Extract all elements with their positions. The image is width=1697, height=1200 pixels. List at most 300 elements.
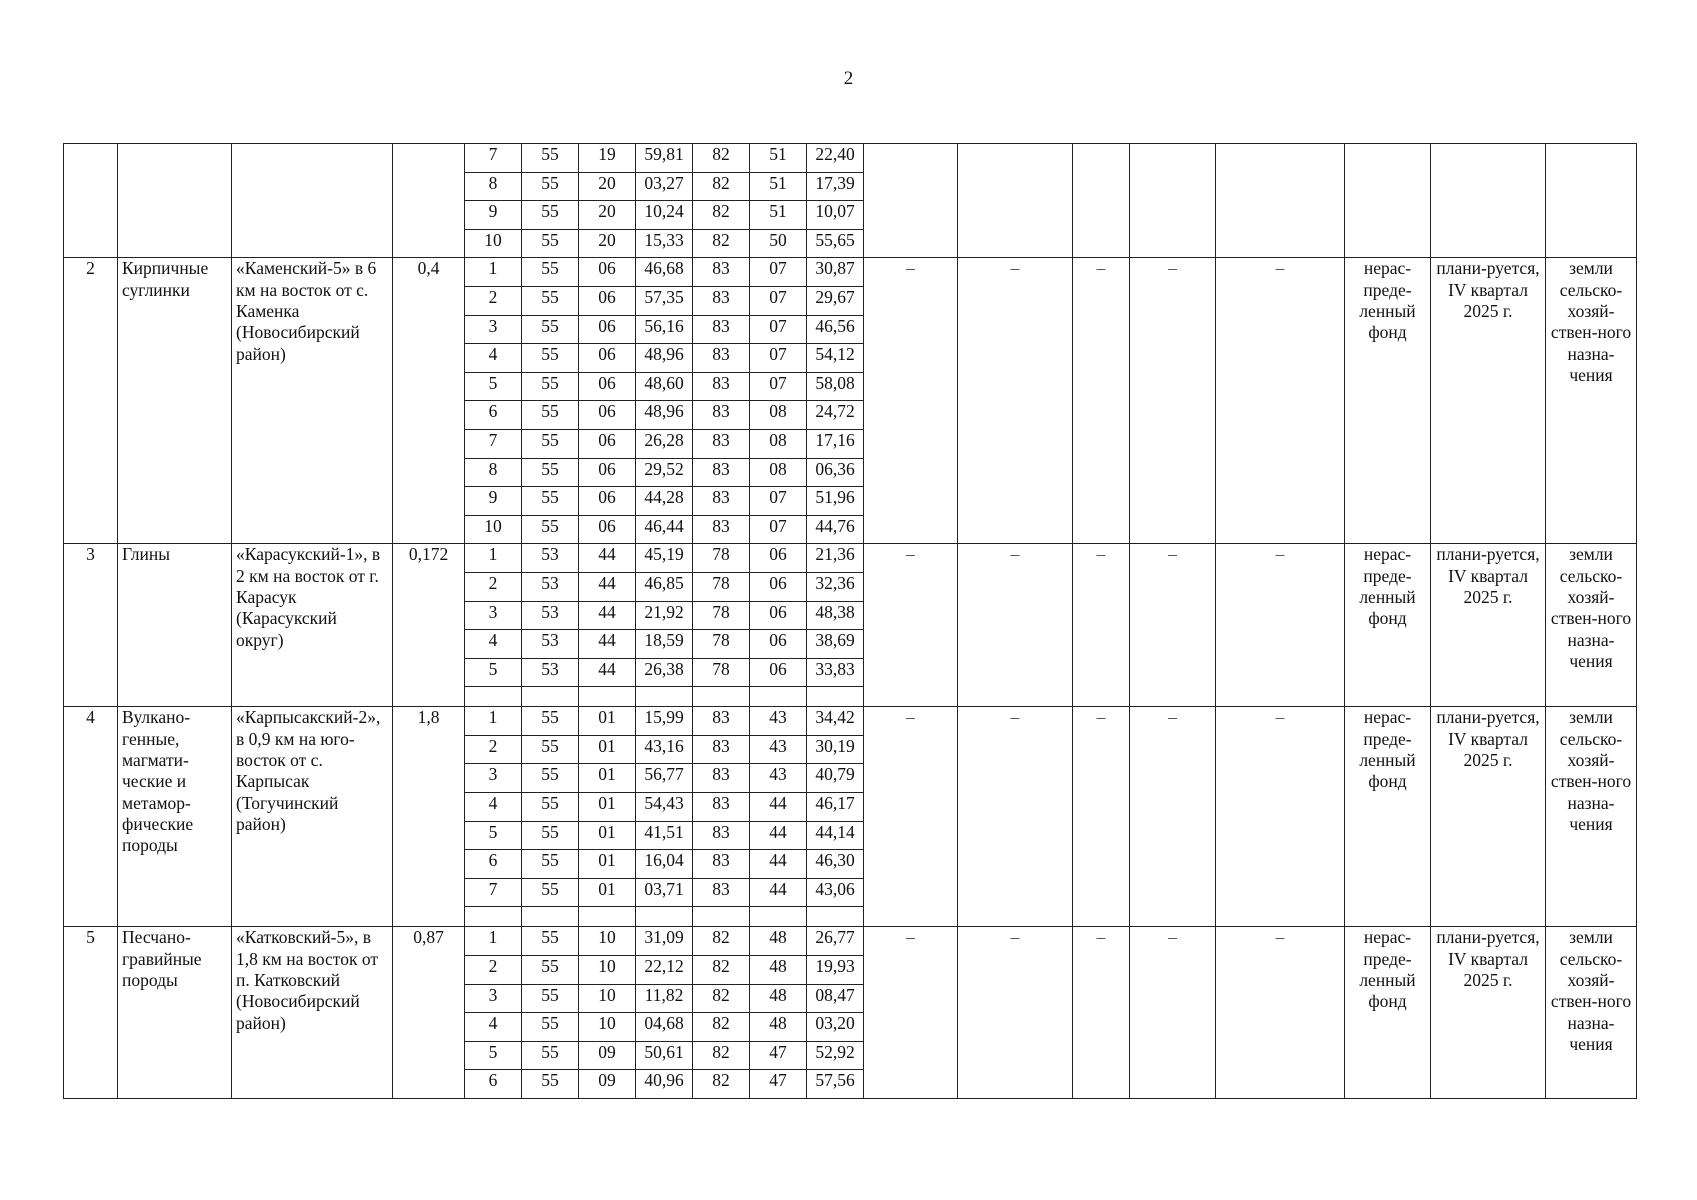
empty-coordinate-cell: [693, 907, 750, 927]
lat-sec: 40,96: [636, 1070, 693, 1099]
lon-deg: 83: [693, 401, 750, 430]
point-number: 6: [465, 850, 522, 879]
lat-deg: 55: [522, 344, 579, 373]
page-number: 2: [843, 68, 854, 89]
lat-min: 44: [579, 544, 636, 573]
lon-sec: 55,65: [807, 229, 864, 258]
lat-deg: 55: [522, 984, 579, 1013]
lat-sec: 44,28: [636, 487, 693, 516]
lat-sec: 15,99: [636, 707, 693, 736]
lat-sec: 22,12: [636, 956, 693, 985]
lon-sec: 17,16: [807, 429, 864, 458]
lon-sec: 46,56: [807, 315, 864, 344]
table-row: [64, 144, 1637, 173]
lat-sec: 46,44: [636, 515, 693, 544]
empty-coordinate-cell: [636, 687, 693, 707]
lon-min: 08: [750, 458, 807, 487]
lon-sec: 40,79: [807, 764, 864, 793]
lat-deg: 55: [522, 878, 579, 907]
lon-deg: 83: [693, 458, 750, 487]
point-number: 4: [465, 344, 522, 373]
site-description: «Катковский-5», в 1,8 км на восток от п. Катковский (Новосибирский район): [232, 927, 393, 1099]
planned-term: плани-руется, IV квартал 2025 г.: [1431, 544, 1546, 707]
lon-sec: 46,30: [807, 850, 864, 879]
point-number: 1: [465, 258, 522, 287]
lon-deg: 82: [693, 201, 750, 230]
site-description: «Карпысакский-2», в 0,9 км на юго-восток от с. Карпысак (Тогучинский район): [232, 707, 393, 927]
lat-sec: 43,16: [636, 735, 693, 764]
empty-coordinate-cell: [807, 687, 864, 707]
lat-min: 44: [579, 601, 636, 630]
land-category: [1546, 144, 1637, 258]
lon-deg: 83: [693, 707, 750, 736]
lat-deg: 55: [522, 401, 579, 430]
lon-min: 51: [750, 172, 807, 201]
lon-min: 06: [750, 572, 807, 601]
lat-sec: 31,09: [636, 927, 693, 956]
lat-sec: 10,24: [636, 201, 693, 230]
lat-min: 06: [579, 344, 636, 373]
area-value: 1,8: [393, 707, 465, 927]
lon-deg: 82: [693, 1013, 750, 1042]
lon-min: 44: [750, 878, 807, 907]
point-number: 5: [465, 1041, 522, 1070]
point-number: 3: [465, 315, 522, 344]
lon-min: 06: [750, 601, 807, 630]
lat-min: 20: [579, 201, 636, 230]
lon-sec: 54,12: [807, 344, 864, 373]
lon-min: 08: [750, 401, 807, 430]
lon-deg: 83: [693, 258, 750, 287]
lat-deg: 53: [522, 658, 579, 687]
land-category: земли сельско-хозяй-ствен-ного назна-чения: [1546, 258, 1637, 544]
lon-min: 47: [750, 1070, 807, 1099]
empty-value-dash: –: [1216, 544, 1345, 707]
point-number: 3: [465, 764, 522, 793]
lon-deg: 78: [693, 630, 750, 659]
lat-min: 06: [579, 515, 636, 544]
lat-sec: 41,51: [636, 821, 693, 850]
empty-value-dash: –: [958, 927, 1073, 1099]
lon-min: 07: [750, 515, 807, 544]
lon-min: 43: [750, 764, 807, 793]
lon-sec: 21,36: [807, 544, 864, 573]
lon-min: 44: [750, 793, 807, 822]
lon-sec: 57,56: [807, 1070, 864, 1099]
empty-value-dash: [1216, 144, 1345, 258]
lon-sec: 26,77: [807, 927, 864, 956]
fund-status: нерас-преде-ленный фонд: [1345, 544, 1431, 707]
point-number: 2: [465, 572, 522, 601]
lat-sec: 03,71: [636, 878, 693, 907]
lat-deg: 55: [522, 315, 579, 344]
empty-value-dash: –: [864, 544, 958, 707]
lat-sec: 45,19: [636, 544, 693, 573]
lat-sec: 15,33: [636, 229, 693, 258]
lat-min: 01: [579, 735, 636, 764]
row-number: [64, 144, 118, 258]
lon-deg: 83: [693, 821, 750, 850]
lon-min: 08: [750, 429, 807, 458]
lon-deg: 83: [693, 515, 750, 544]
empty-value-dash: –: [1130, 544, 1216, 707]
lon-sec: 44,76: [807, 515, 864, 544]
lat-sec: 29,52: [636, 458, 693, 487]
lat-min: 09: [579, 1041, 636, 1070]
lat-min: 06: [579, 372, 636, 401]
point-number: 6: [465, 1070, 522, 1099]
mineral-type: Кирпичные суглинки: [118, 258, 232, 544]
point-number: 9: [465, 487, 522, 516]
lat-sec: 48,60: [636, 372, 693, 401]
lon-sec: 30,19: [807, 735, 864, 764]
lon-min: 47: [750, 1041, 807, 1070]
lat-deg: 55: [522, 258, 579, 287]
lon-sec: 51,96: [807, 487, 864, 516]
lat-sec: 21,92: [636, 601, 693, 630]
lon-deg: 82: [693, 956, 750, 985]
empty-value-dash: –: [1130, 707, 1216, 927]
lon-deg: 82: [693, 984, 750, 1013]
empty-value-dash: –: [1073, 258, 1130, 544]
lat-min: 01: [579, 850, 636, 879]
lat-min: 06: [579, 458, 636, 487]
lat-min: 06: [579, 258, 636, 287]
lat-deg: 55: [522, 372, 579, 401]
lat-deg: 55: [522, 927, 579, 956]
lat-min: 44: [579, 658, 636, 687]
lon-deg: 83: [693, 372, 750, 401]
point-number: 8: [465, 172, 522, 201]
empty-value-dash: [1130, 144, 1216, 258]
lat-deg: 55: [522, 229, 579, 258]
lat-min: 20: [579, 172, 636, 201]
lon-sec: 17,39: [807, 172, 864, 201]
lon-deg: 78: [693, 544, 750, 573]
lat-deg: 55: [522, 487, 579, 516]
lat-deg: 53: [522, 630, 579, 659]
lat-min: 06: [579, 487, 636, 516]
lon-sec: 58,08: [807, 372, 864, 401]
lat-deg: 55: [522, 850, 579, 879]
point-number: 7: [465, 429, 522, 458]
lat-deg: 55: [522, 1070, 579, 1099]
point-number: 1: [465, 927, 522, 956]
lon-deg: 83: [693, 878, 750, 907]
lon-sec: 24,72: [807, 401, 864, 430]
lat-min: 10: [579, 956, 636, 985]
lat-deg: 55: [522, 1041, 579, 1070]
empty-coordinate-cell: [693, 687, 750, 707]
lon-min: 51: [750, 144, 807, 173]
empty-value-dash: –: [864, 707, 958, 927]
lat-min: 06: [579, 315, 636, 344]
empty-coordinate-cell: [636, 907, 693, 927]
empty-value-dash: –: [1073, 544, 1130, 707]
point-number: 7: [465, 144, 522, 173]
empty-value-dash: –: [1216, 707, 1345, 927]
empty-coordinate-cell: [750, 907, 807, 927]
site-description: «Карасукский-1», в 2 км на восток от г. Карасук (Карасукский округ): [232, 544, 393, 707]
lat-deg: 55: [522, 286, 579, 315]
lon-deg: 83: [693, 429, 750, 458]
lat-deg: 55: [522, 707, 579, 736]
row-number: 5: [64, 927, 118, 1099]
lat-deg: 55: [522, 764, 579, 793]
lon-sec: 08,47: [807, 984, 864, 1013]
lon-min: 50: [750, 229, 807, 258]
table-row: [64, 258, 1637, 287]
row-number: 3: [64, 544, 118, 707]
lat-deg: 55: [522, 172, 579, 201]
empty-value-dash: –: [1130, 258, 1216, 544]
lat-sec: 11,82: [636, 984, 693, 1013]
lon-min: 06: [750, 544, 807, 573]
planned-term: плани-руется, IV квартал 2025 г.: [1431, 927, 1546, 1099]
lat-sec: 57,35: [636, 286, 693, 315]
point-number: 7: [465, 878, 522, 907]
planned-term: [1431, 144, 1546, 258]
lon-min: 44: [750, 850, 807, 879]
lon-min: 07: [750, 258, 807, 287]
lon-sec: 19,93: [807, 956, 864, 985]
point-number: 10: [465, 515, 522, 544]
lat-min: 20: [579, 229, 636, 258]
lon-sec: 44,14: [807, 821, 864, 850]
empty-coordinate-cell: [465, 907, 522, 927]
empty-coordinate-cell: [579, 687, 636, 707]
lon-sec: 33,83: [807, 658, 864, 687]
empty-value-dash: –: [958, 707, 1073, 927]
lat-deg: 55: [522, 735, 579, 764]
lon-deg: 82: [693, 172, 750, 201]
planned-term: плани-руется, IV квартал 2025 г.: [1431, 258, 1546, 544]
area-value: 0,172: [393, 544, 465, 707]
area-value: [393, 144, 465, 258]
site-description: «Каменский-5» в 6 км на восток от с. Каменка (Новосибирский район): [232, 258, 393, 544]
lat-deg: 55: [522, 515, 579, 544]
empty-coordinate-cell: [807, 907, 864, 927]
lat-sec: 48,96: [636, 344, 693, 373]
lon-deg: 83: [693, 850, 750, 879]
lon-min: 43: [750, 707, 807, 736]
lat-deg: 55: [522, 821, 579, 850]
lon-deg: 78: [693, 601, 750, 630]
lon-min: 48: [750, 927, 807, 956]
area-value: 0,87: [393, 927, 465, 1099]
lon-deg: 82: [693, 229, 750, 258]
lon-deg: 83: [693, 286, 750, 315]
mineral-type: [118, 144, 232, 258]
lat-min: 09: [579, 1070, 636, 1099]
lon-deg: 83: [693, 344, 750, 373]
lat-min: 10: [579, 927, 636, 956]
lat-deg: 55: [522, 458, 579, 487]
lon-min: 07: [750, 372, 807, 401]
lon-min: 07: [750, 315, 807, 344]
point-number: 4: [465, 1013, 522, 1042]
lon-min: 51: [750, 201, 807, 230]
lat-sec: 59,81: [636, 144, 693, 173]
lat-deg: 55: [522, 201, 579, 230]
lat-deg: 53: [522, 601, 579, 630]
lat-sec: 16,04: [636, 850, 693, 879]
table-row: [64, 927, 1637, 956]
point-number: 2: [465, 286, 522, 315]
lon-min: 43: [750, 735, 807, 764]
lon-min: 48: [750, 956, 807, 985]
lon-deg: 78: [693, 572, 750, 601]
lat-min: 19: [579, 144, 636, 173]
lat-sec: 56,16: [636, 315, 693, 344]
lon-sec: 10,07: [807, 201, 864, 230]
lat-min: 01: [579, 878, 636, 907]
lon-sec: 46,17: [807, 793, 864, 822]
lon-min: 07: [750, 286, 807, 315]
lon-min: 07: [750, 487, 807, 516]
point-number: 2: [465, 735, 522, 764]
lon-min: 48: [750, 1013, 807, 1042]
point-number: 6: [465, 401, 522, 430]
lon-sec: 03,20: [807, 1013, 864, 1042]
point-number: 1: [465, 707, 522, 736]
point-number: 3: [465, 984, 522, 1013]
point-number: 4: [465, 630, 522, 659]
row-number: 4: [64, 707, 118, 927]
lat-deg: 55: [522, 144, 579, 173]
lat-deg: 55: [522, 1013, 579, 1042]
lon-sec: 34,42: [807, 707, 864, 736]
lon-deg: 78: [693, 658, 750, 687]
point-number: 10: [465, 229, 522, 258]
land-category: земли сельско-хозяй-ствен-ного назна-чения: [1546, 927, 1637, 1099]
lon-deg: 83: [693, 793, 750, 822]
lat-sec: 56,77: [636, 764, 693, 793]
mineral-type: Глины: [118, 544, 232, 707]
empty-value-dash: –: [1216, 927, 1345, 1099]
fund-status: нерас-преде-ленный фонд: [1345, 258, 1431, 544]
empty-value-dash: [864, 144, 958, 258]
lat-sec: 04,68: [636, 1013, 693, 1042]
point-number: 5: [465, 821, 522, 850]
lon-deg: 83: [693, 487, 750, 516]
lat-deg: 55: [522, 956, 579, 985]
lat-deg: 55: [522, 429, 579, 458]
lat-sec: 50,61: [636, 1041, 693, 1070]
lon-deg: 82: [693, 144, 750, 173]
empty-coordinate-cell: [465, 687, 522, 707]
empty-value-dash: –: [958, 544, 1073, 707]
site-description: [232, 144, 393, 258]
lat-min: 10: [579, 1013, 636, 1042]
point-number: 5: [465, 372, 522, 401]
lon-sec: 22,40: [807, 144, 864, 173]
lat-min: 06: [579, 286, 636, 315]
point-number: 5: [465, 658, 522, 687]
lat-min: 44: [579, 572, 636, 601]
point-number: 3: [465, 601, 522, 630]
empty-value-dash: –: [1130, 927, 1216, 1099]
lat-sec: 46,68: [636, 258, 693, 287]
empty-value-dash: [1073, 144, 1130, 258]
lon-min: 44: [750, 821, 807, 850]
table-row: [64, 707, 1637, 736]
lat-sec: 26,28: [636, 429, 693, 458]
lon-deg: 82: [693, 927, 750, 956]
lat-sec: 26,38: [636, 658, 693, 687]
empty-value-dash: –: [1073, 927, 1130, 1099]
point-number: 2: [465, 956, 522, 985]
planned-term: плани-руется, IV квартал 2025 г.: [1431, 707, 1546, 927]
lat-min: 01: [579, 707, 636, 736]
land-category: земли сельско-хозяй-ствен-ного назна-чения: [1546, 544, 1637, 707]
lat-sec: 54,43: [636, 793, 693, 822]
lon-min: 07: [750, 344, 807, 373]
area-value: 0,4: [393, 258, 465, 544]
land-category: земли сельско-хозяй-ствен-ного назна-чения: [1546, 707, 1637, 927]
lat-sec: 48,96: [636, 401, 693, 430]
lat-min: 44: [579, 630, 636, 659]
lat-min: 10: [579, 984, 636, 1013]
mineral-type: Вулкано-генные, магмати-ческие и метамор-фические породы: [118, 707, 232, 927]
lat-sec: 18,59: [636, 630, 693, 659]
lon-sec: 48,38: [807, 601, 864, 630]
empty-value-dash: –: [958, 258, 1073, 544]
lat-sec: 03,27: [636, 172, 693, 201]
empty-value-dash: –: [864, 927, 958, 1099]
empty-coordinate-cell: [750, 687, 807, 707]
lat-sec: 46,85: [636, 572, 693, 601]
lon-deg: 83: [693, 764, 750, 793]
lat-min: 06: [579, 401, 636, 430]
lat-min: 01: [579, 764, 636, 793]
empty-value-dash: –: [1216, 258, 1345, 544]
lat-deg: 53: [522, 544, 579, 573]
lon-sec: 38,69: [807, 630, 864, 659]
lat-deg: 55: [522, 793, 579, 822]
fund-status: нерас-преде-ленный фонд: [1345, 927, 1431, 1099]
lon-deg: 83: [693, 735, 750, 764]
lon-sec: 43,06: [807, 878, 864, 907]
lon-sec: 52,92: [807, 1041, 864, 1070]
lat-min: 06: [579, 429, 636, 458]
empty-value-dash: –: [1073, 707, 1130, 927]
lon-deg: 82: [693, 1070, 750, 1099]
fund-status: нерас-преде-ленный фонд: [1345, 707, 1431, 927]
empty-coordinate-cell: [522, 907, 579, 927]
empty-coordinate-cell: [522, 687, 579, 707]
empty-value-dash: [958, 144, 1073, 258]
point-number: 4: [465, 793, 522, 822]
lon-sec: 32,36: [807, 572, 864, 601]
lon-min: 06: [750, 630, 807, 659]
lon-deg: 83: [693, 315, 750, 344]
empty-value-dash: –: [864, 258, 958, 544]
point-number: 8: [465, 458, 522, 487]
mineral-type: Песчано-гравийные породы: [118, 927, 232, 1099]
lon-sec: 06,36: [807, 458, 864, 487]
empty-coordinate-cell: [579, 907, 636, 927]
lon-min: 06: [750, 658, 807, 687]
fund-status: [1345, 144, 1431, 258]
lon-sec: 29,67: [807, 286, 864, 315]
lat-deg: 53: [522, 572, 579, 601]
lat-min: 01: [579, 821, 636, 850]
point-number: 1: [465, 544, 522, 573]
point-number: 9: [465, 201, 522, 230]
table-row: [64, 544, 1637, 573]
lat-min: 01: [579, 793, 636, 822]
